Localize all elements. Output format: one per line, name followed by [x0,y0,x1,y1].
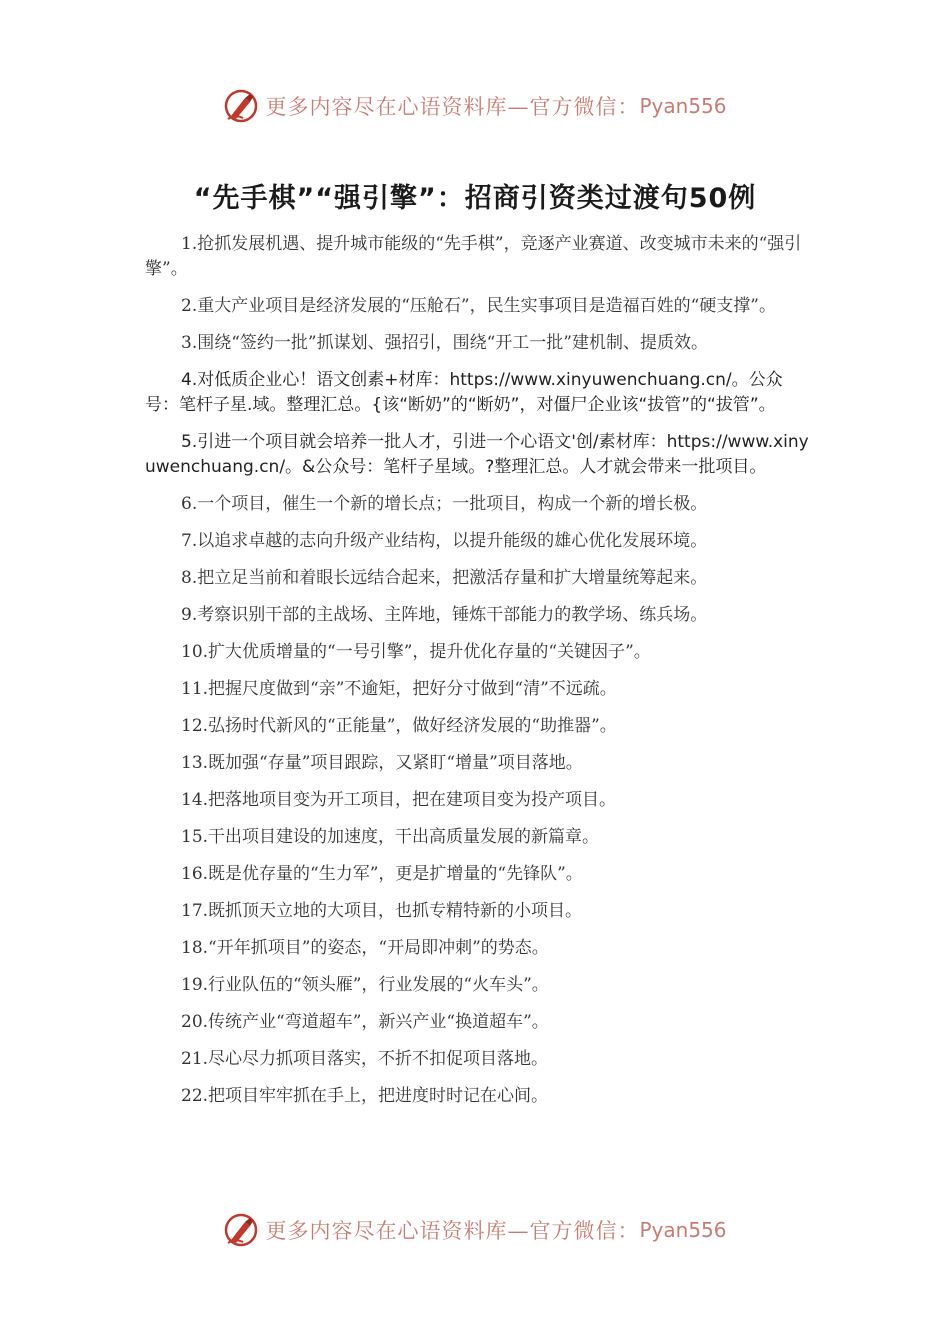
pen-nib-logo-icon [223,1212,259,1248]
pen-nib-logo-icon [223,88,259,124]
list-item: 15.干出项目建设的加速度，干出高质量发展的新篇章。 [181,827,600,847]
list-item: 17.既抓顶天立地的大项目，也抓专精特新的小项目。 [181,901,583,921]
list-item: 7.以追求卓越的志向升级产业结构，以提升能级的雄心优化发展环境。 [181,531,708,551]
list-item: 12.弘扬时代新风的“正能量”，做好经济发展的“助推器”。 [181,716,617,736]
footer-banner-text: 更多内容尽在心语资料库—官方微信： [265,1219,640,1243]
header-banner [0,86,950,126]
list-item: 19.行业队伍的“领头雁”，行业发展的“火车头”。 [181,975,549,995]
header-banner-text: 更多内容尽在心语资料库—官方微信： [265,95,640,119]
list-item: 22.把项目牢牢抓在手上，把进度时时记在心间。 [181,1086,549,1106]
list-item: 18.“开年抓项目”的姿态，“开局即冲刺”的势态。 [181,938,549,958]
document-body [145,232,810,1121]
footer-banner [0,1210,950,1250]
header-banner-handle: Pyan556 [639,94,727,118]
list-item: 20.传统产业“弯道超车”，新兴产业“换道超车”。 [181,1012,549,1032]
list-item: 5.引进一个项目就会培养一批人才，引进一个心语文'创/素材库：https://www.xinyuwenchuang.cn/。&公众号：笔杆子星域。?整理汇总。人才就会带来一批项目。 [145,432,809,477]
list-item: 10.扩大优质增量的“一号引擎”，提升优化存量的“关键因子”。 [181,642,651,662]
document-title: “先手棋”“强引擎”：招商引资类过渡句50例 [193,183,757,214]
list-item: 16.既是优存量的“生力军”，更是扩增量的“先锋队”。 [181,864,583,884]
list-item: 14.把落地项目变为开工项目，把在建项目变为投产项目。 [181,790,617,810]
list-item: 4.对低质企业心！语文创素+材库：https://www.xinyuwenchuang.cn/。公众号：笔杆子星.域。整理汇总。{该“断奶”的“断奶”，对僵尸企业该“拔管”的“拔管”。 [145,370,783,415]
list-item: 11.把握尺度做到“亲”不逾矩，把好分寸做到“清”不远疏。 [181,679,617,699]
list-item: 2.重大产业项目是经济发展的“压舱石”，民生实事项目是造福百姓的“硬支撑”。 [181,296,776,316]
footer-banner-handle: Pyan556 [639,1218,727,1242]
list-item: 3.围绕“签约一批”抓谋划、强招引，围绕“开工一批”建机制、提质效。 [181,333,708,353]
list-item: 13.既加强“存量”项目跟踪，又紧盯“增量”项目落地。 [181,753,583,773]
list-item: 1.抢抓发展机遇、提升城市能级的“先手棋”，竞逐产业赛道、改变城市未来的“强引擎”。 [145,234,802,279]
list-item: 6.一个项目，催生一个新的增长点；一批项目，构成一个新的增长极。 [181,494,708,514]
list-item: 21.尽心尽力抓项目落实，不折不扣促项目落地。 [181,1049,549,1069]
list-item: 8.把立足当前和着眼长远结合起来，把激活存量和扩大增量统筹起来。 [181,568,708,588]
list-item: 9.考察识别干部的主战场、主阵地，锤炼干部能力的教学场、练兵场。 [181,605,708,625]
